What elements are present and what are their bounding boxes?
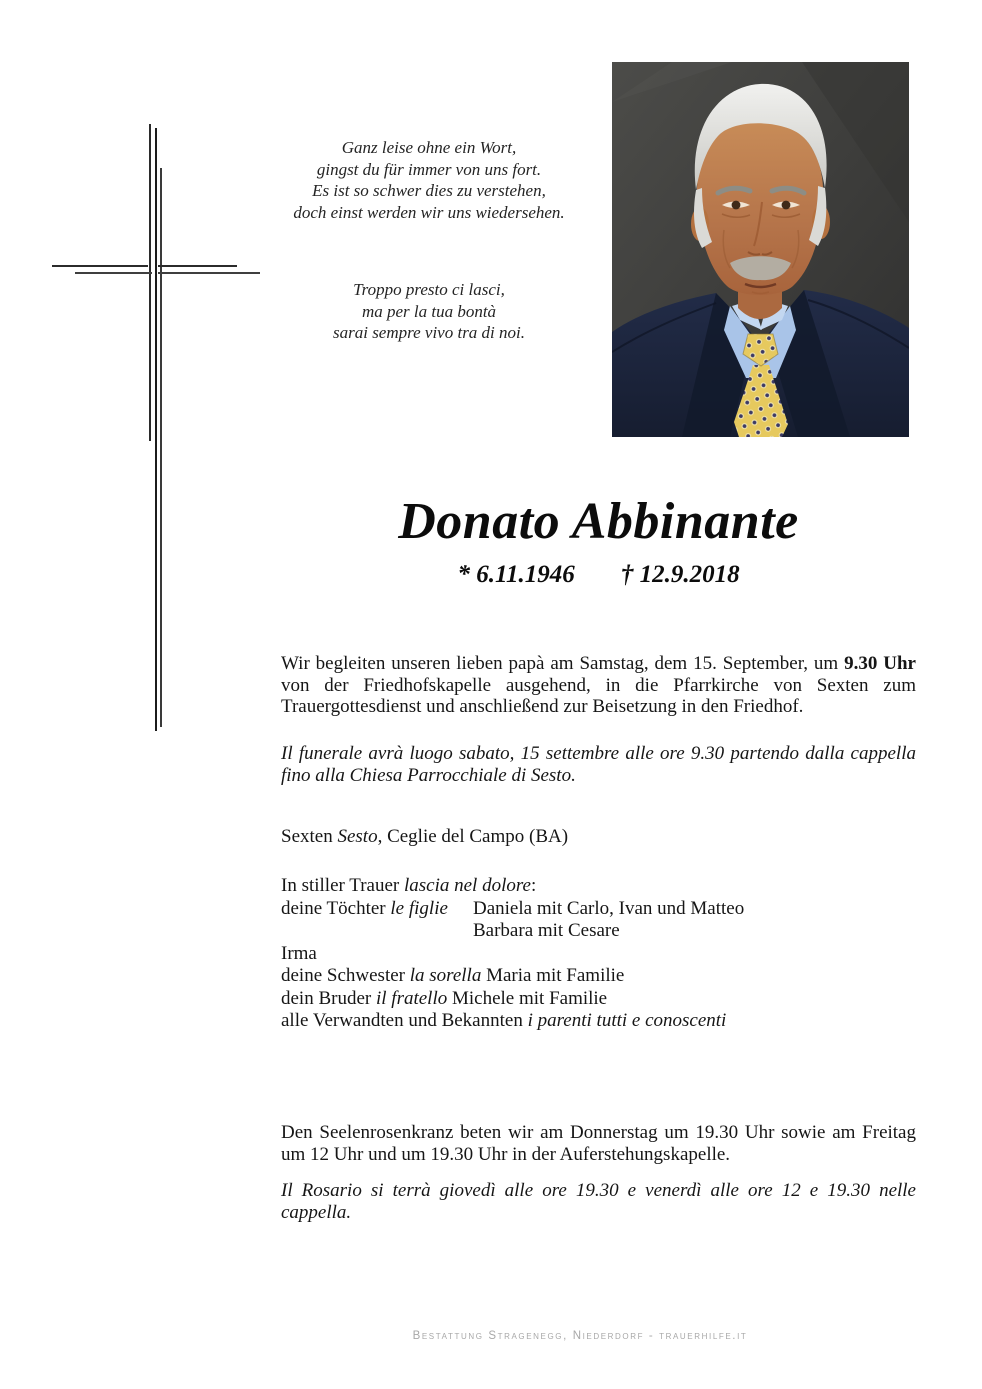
birth-date: * 6.11.1946 bbox=[457, 561, 575, 588]
funeral-announcement-italian: Il funerale avrà luogo sabato, 15 settembre alle ore 9.30 partendo dalla cappella fino alla Chiesa Parrocchiale di Sesto. bbox=[281, 743, 916, 786]
intro-italian: lascia nel dolore bbox=[403, 875, 531, 896]
place-german: Sexten bbox=[281, 826, 338, 847]
cross-horizontal-line bbox=[52, 265, 148, 267]
funeral-announcement-german bbox=[281, 653, 916, 718]
mourner-brother bbox=[281, 988, 916, 1011]
intro-colon: : bbox=[530, 875, 537, 896]
rosary-announcement-german: Den Seelenrosenkranz beten wir am Donnerstag um 19.30 Uhr sowie am Freitag um 12 Uhr und um 19.30 Uhr in der Auferstehungskapelle. bbox=[281, 1122, 916, 1165]
mourners-daughters bbox=[281, 898, 916, 943]
mourner-wife: Irma bbox=[281, 942, 317, 964]
cross-horizontal-line bbox=[158, 272, 260, 274]
cross-horizontal-line bbox=[158, 265, 237, 267]
label-german: alle Verwandten und Bekannten bbox=[281, 1010, 528, 1031]
poem-line: gingst du für immer von uns fort. bbox=[316, 159, 542, 179]
funeral-home-footer: Bestattung Stragenegg, Niederdorf - trauerhilfe.it bbox=[412, 1330, 748, 1342]
brother-name: Michele mit Familie bbox=[447, 987, 608, 1009]
daughter-name: Daniela mit Carlo, Ivan und Matteo bbox=[473, 897, 745, 919]
label-german: deine Töchter bbox=[281, 897, 391, 919]
cross-vertical-line bbox=[160, 168, 162, 727]
place-italian: Sesto bbox=[337, 826, 378, 847]
label-german: dein Bruder bbox=[281, 987, 376, 1009]
daughters-label bbox=[281, 898, 473, 943]
deceased-portrait-photo bbox=[612, 62, 909, 437]
life-dates bbox=[281, 560, 916, 590]
poem-line: Ganz leise ohne ein Wort, bbox=[341, 138, 517, 157]
death-date: † 12.9.2018 bbox=[620, 561, 740, 588]
places-line bbox=[281, 826, 916, 848]
daughter-name: Barbara mit Cesare bbox=[473, 920, 620, 941]
label-italian: la sorella bbox=[409, 965, 482, 986]
label-italian: le figlie bbox=[390, 897, 448, 919]
announcement-text: von der Friedhofskapelle ausgehend, in die Pfarrkirche von Sexten zum Trauergottesdienst und anschließend zur Beisetzung in den Friedhof. bbox=[281, 674, 916, 717]
poem-german bbox=[268, 137, 590, 224]
rosary-announcement-italian: Il Rosario si terrà giovedì alle ore 19.30 e venerdì alle ore 12 e 19.30 nelle cappella. bbox=[281, 1180, 916, 1223]
sister-name: Maria mit Familie bbox=[481, 965, 625, 986]
poem-line: doch einst werden wir uns wiedersehen. bbox=[293, 203, 565, 223]
label-italian: il fratello bbox=[375, 987, 448, 1009]
mourner-sister bbox=[281, 965, 916, 988]
funeral-time: 9.30 Uhr bbox=[844, 653, 916, 674]
place-rest: , Ceglie del Campo (BA) bbox=[377, 826, 569, 847]
poem-line: Troppo presto ci lasci, bbox=[353, 280, 505, 299]
cross-vertical-line bbox=[149, 124, 151, 441]
mourners-list bbox=[281, 875, 916, 1033]
poem-line: Es ist so schwer dies zu verstehen, bbox=[312, 181, 546, 201]
poem-line: sarai sempre vivo tra di noi. bbox=[332, 323, 526, 343]
intro-german: In stiller Trauer bbox=[281, 875, 404, 896]
mourners-intro bbox=[281, 875, 916, 898]
label-german: deine Schwester bbox=[281, 965, 410, 986]
deceased-name: Donato Abbinante bbox=[398, 493, 799, 550]
label-italian: i parenti tutti e conoscenti bbox=[527, 1010, 727, 1031]
cross-vertical-line bbox=[155, 128, 157, 731]
poem-italian bbox=[268, 279, 590, 344]
announcement-text: Wir begleiten unseren lieben papà am Samstag, dem 15. September, um bbox=[281, 653, 845, 674]
mourners-relatives bbox=[281, 1010, 916, 1033]
poem-line: ma per la tua bontà bbox=[361, 301, 497, 321]
cross-horizontal-line bbox=[75, 272, 152, 274]
daughters-names bbox=[473, 898, 744, 943]
